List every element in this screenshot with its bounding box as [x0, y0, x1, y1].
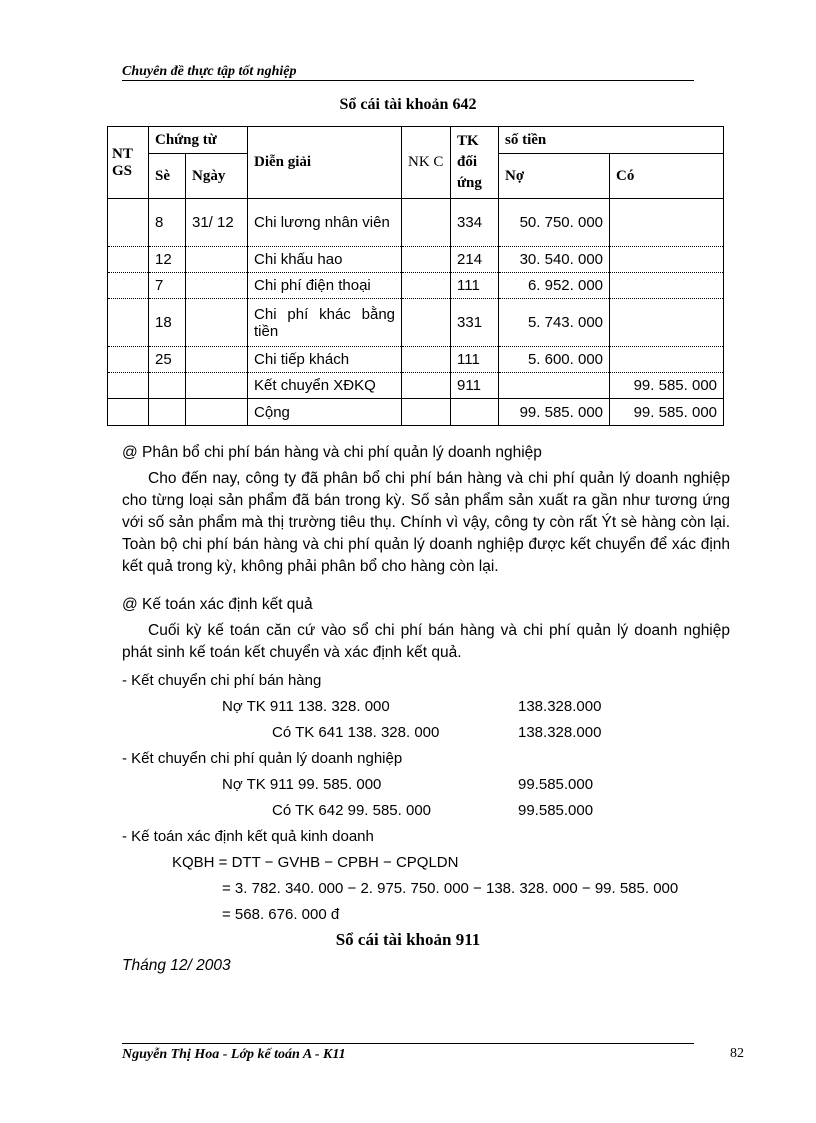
cell-empty: [108, 399, 149, 426]
cell-empty: [149, 399, 186, 426]
cell-nkc: [402, 199, 451, 247]
cell-nt-gs: [108, 199, 149, 247]
selling-credit-amount: 138.328.000: [518, 724, 602, 741]
cell-tk: 334: [451, 199, 499, 247]
cell-so: [149, 373, 186, 399]
table-total-row: [108, 399, 724, 426]
table-row: [108, 373, 724, 399]
result-paragraph: Cuối kỳ kế toán căn cứ vào sổ chi phí bán hàng và chi phí quản lý doanh nghiệp phát sinh kế toán kết chuyển và xác định kết quả.: [122, 622, 730, 661]
header-chung-tu: Chứng từ: [149, 127, 248, 154]
header-dien-giai: Diễn giải: [248, 127, 402, 199]
selling-debit-amount: 138.328.000: [518, 698, 602, 715]
cell-dien-giai: Kết chuyển XĐKQ: [248, 373, 402, 399]
cell-so: 25: [149, 347, 186, 373]
header-co: Có: [610, 154, 724, 199]
cell-ngay: [186, 247, 248, 273]
header-so: Sè: [149, 154, 186, 199]
cell-tk: 214: [451, 247, 499, 273]
cell-co: [610, 299, 724, 347]
cell-nt-gs: [108, 373, 149, 399]
ledger-911-title: Sổ cái tài khoản 911: [335, 930, 481, 949]
cell-nt-gs: [108, 273, 149, 299]
running-header: Chuyên đề thực tập tốt nghiệp: [122, 64, 297, 79]
table-row: [108, 347, 724, 373]
cell-nkc: [402, 273, 451, 299]
total-co: 99. 585. 000: [610, 399, 724, 426]
cell-empty: [186, 399, 248, 426]
admin-label: - Kết chuyển chi phí quản lý doanh nghiệp: [122, 750, 403, 767]
cell-ngay: [186, 273, 248, 299]
table-row: [108, 299, 724, 347]
cell-empty: [451, 399, 499, 426]
cell-tk: 111: [451, 347, 499, 373]
admin-credit: Có TK 642 99. 585. 000: [272, 802, 432, 819]
cell-nt-gs: [108, 299, 149, 347]
cell-nt-gs: [108, 347, 149, 373]
cell-tk: 911: [451, 373, 499, 399]
cell-ngay: [186, 373, 248, 399]
selling-label: - Kết chuyển chi phí bán hàng: [122, 672, 322, 689]
total-no: 99. 585. 000: [499, 399, 610, 426]
cell-dien-giai: Chi phí điện thoại: [248, 273, 402, 299]
cell-so: 18: [149, 299, 186, 347]
cell-dien-giai: Chi phí khác bằng tiền: [248, 299, 402, 347]
cell-so: 12: [149, 247, 186, 273]
header-nkc: NK C: [402, 127, 451, 199]
admin-debit: Nợ TK 911 99. 585. 000: [222, 776, 382, 793]
cell-no: 5. 743. 000: [499, 299, 610, 347]
cell-no: 5. 600. 000: [499, 347, 610, 373]
business-label: - Kế toán xác định kết quả kinh doanh: [122, 828, 374, 845]
cell-no: [499, 373, 610, 399]
total-label: Cộng: [248, 399, 402, 426]
footer-rule: [122, 1043, 694, 1044]
table-row: [108, 199, 724, 247]
cell-co: [610, 347, 724, 373]
header-tk-doi-ung: TK đối ứng: [451, 127, 499, 199]
cell-ngay: [186, 347, 248, 373]
cell-tk: 331: [451, 299, 499, 347]
header-ngay: Ngày: [186, 154, 248, 199]
cell-co: [610, 273, 724, 299]
ledger-911-month: Tháng 12/ 2003: [122, 957, 231, 974]
cell-nkc: [402, 347, 451, 373]
cell-nt-gs: [108, 247, 149, 273]
result-heading: @ Kế toán xác định kết quả: [122, 596, 313, 613]
cell-nkc: [402, 247, 451, 273]
table-row: [108, 273, 724, 299]
cell-co: 99. 585. 000: [610, 373, 724, 399]
cell-dien-giai: Chi tiếp khách: [248, 347, 402, 373]
cell-ngay: 31/ 12: [186, 199, 248, 247]
ledger-642-title: Sổ cái tài khoản 642: [339, 96, 477, 113]
header-nt-gs: NT GS: [108, 127, 149, 199]
cell-nkc: [402, 373, 451, 399]
selling-debit: Nợ TK 911 138. 328. 000: [222, 698, 390, 715]
cell-so: 8: [149, 199, 186, 247]
admin-credit-amount: 99.585.000: [518, 802, 594, 819]
allocation-heading: @ Phân bổ chi phí bán hàng và chi phí quản lý doanh nghiệp: [122, 444, 542, 461]
cell-no: 6. 952. 000: [499, 273, 610, 299]
cell-ngay: [186, 299, 248, 347]
cell-no: 50. 750. 000: [499, 199, 610, 247]
header-so-tien: số tiền: [499, 127, 724, 154]
page-number: 82: [730, 1046, 744, 1061]
header-no: Nợ: [499, 154, 610, 199]
admin-debit-amount: 99.585.000: [518, 776, 594, 793]
allocation-paragraph: Cho đến nay, công ty đã phân bổ chi phí bán hàng và chi phí quản lý doanh nghiệp cho từng loại sản phẩm đã bán trong kỳ. Số sản phẩm sản xuất ra gần như tương ứng với số sản phẩm mà thị trường tiêu thụ. Chính vì vậy, công ty còn rất Ýt sè hàng còn lại. Toàn bộ chi phí bán hàng và chi phí quản lý doanh nghiệp được kết chuyển để xác định kết quả trong kỳ, không phải phân bổ cho hàng còn lại.: [122, 470, 730, 575]
cell-dien-giai: Chi lương nhân viên: [248, 199, 402, 247]
cell-so: 7: [149, 273, 186, 299]
cell-co: [610, 247, 724, 273]
formula-line-1: KQBH = DTT − GVHB − CPBH − CPQLDN: [172, 854, 459, 871]
cell-co: [610, 199, 724, 247]
cell-dien-giai: Chi khấu hao: [248, 247, 402, 273]
formula-line-2: = 3. 782. 340. 000 − 2. 975. 750. 000 − 138. 328. 000 − 99. 585. 000: [222, 880, 679, 897]
formula-line-3: = 568. 676. 000 đ: [222, 906, 340, 923]
cell-empty: [402, 399, 451, 426]
table-row: [108, 247, 724, 273]
cell-tk: 111: [451, 273, 499, 299]
ledger-642-table: [107, 126, 724, 426]
selling-credit: Có TK 641 138. 328. 000: [272, 724, 440, 741]
cell-nkc: [402, 299, 451, 347]
cell-no: 30. 540. 000: [499, 247, 610, 273]
footer-author: Nguyễn Thị Hoa - Lớp kế toán A - K11: [122, 1047, 346, 1062]
header-rule: [122, 80, 694, 81]
